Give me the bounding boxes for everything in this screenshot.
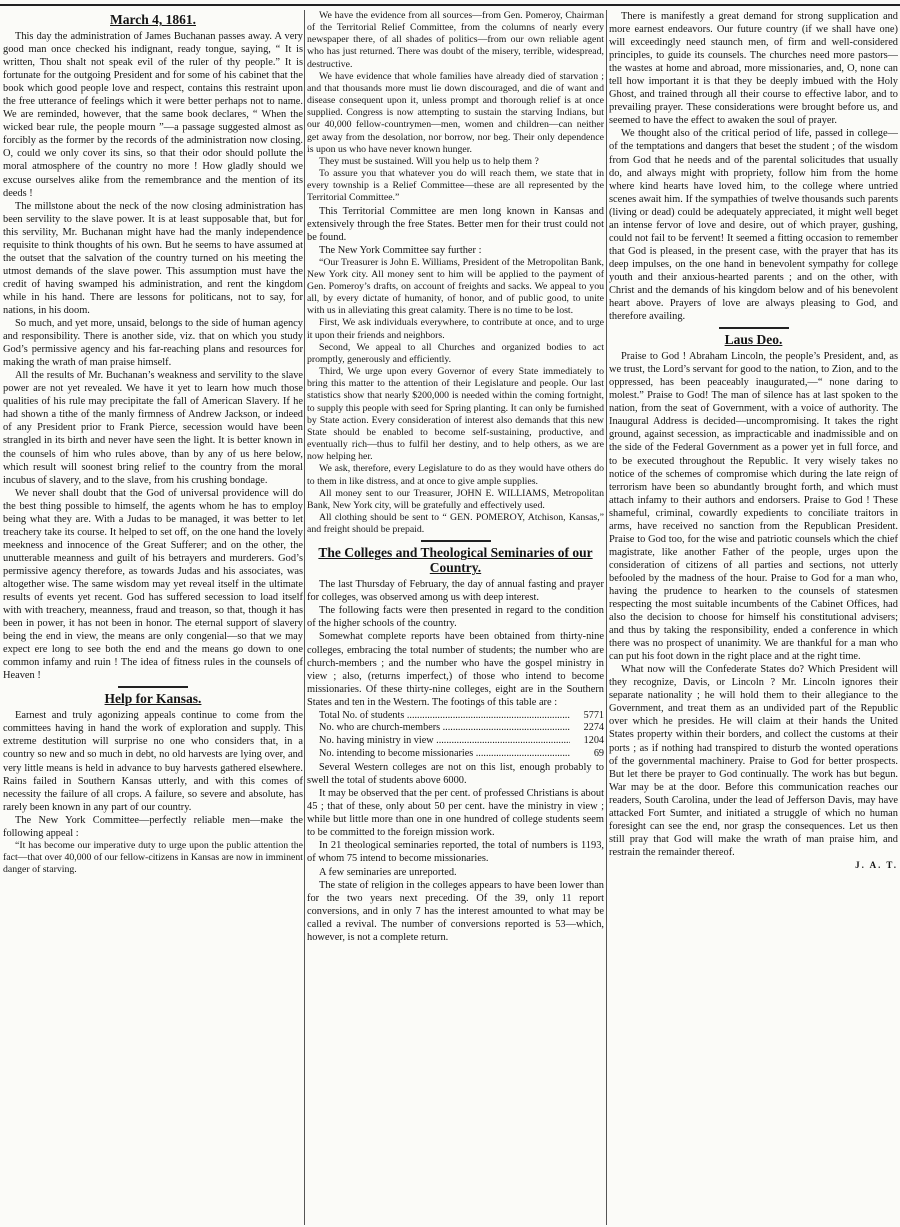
paragraph: Third, We urge upon every Governor of every State immediately to bring this matter to the attention of their Legislature and people. Our last statistics show that nearly $200,000 is needed within the coming fortnight, to supply this people with seed for Spring planting. It can only be furnished by State action. Every consideration of interest also demands that this new State should be enabled to become self-sustaining, productive, and eventually rich—thus to fulfil her destiny, and to help others, as we are now helping her.: [307, 366, 604, 463]
paragraph: We have the evidence from all sources—from Gen. Pomeroy, Chairman of the Territorial Relief Committee, from the columns of nearly every newspaper there, of all shades of politics—from our own reliable agent who has just returned. There was doubt of the misery, terrible, widespread, destructive.: [307, 10, 604, 70]
paragraph: So much, and yet more, unsaid, belongs to the side of human agency and responsibility. There is another side, viz. that on which you study God’s permissive agency and his far-reaching plans and resources for making the wrath of man praise himself.: [3, 318, 303, 369]
top-rule: [0, 4, 900, 6]
paragraph: Earnest and truly agonizing appeals continue to come from the committees having in hand the work of exploration and supply. This extreme destitution will surprise no one who considers that, in a country so new and so much in debt, no old harvests are lying over, and very little means is held in advance to buy harvests gathered elsewhere. Rains failed in Southern Kansas utterly, and with this comes of necessity the failure of all crops. A failure, so severe and absolute, has rarely been known in any part of our country.: [3, 710, 303, 813]
paragraph: Somewhat complete reports have been obtained from thirty-nine colleges, embracing the total number of students; the number who are church-members ; and the number who have the gospel ministry in view ; also, (returns imperfect,) of those who intend to become missionaries. Of these thirty-nine colleges, eight are in the Southern States and ten in the Western. The footings of this table are :: [307, 631, 604, 708]
column-divider: [606, 10, 607, 1225]
article-heading-colleges: The Colleges and Theological Seminaries of our Country.: [318, 545, 593, 576]
paragraph: All money sent to our Treasurer, JOHN E. WILLIAMS, Metropolitan Bank, New York city, will be gratefully and effectively used.: [307, 487, 604, 511]
paragraph: The state of religion in the colleges appears to have been lower than for the two years next preceding. Of the 39, only 11 report conversions, and in only 7 has the interest amounted to what may be called a revival. The number of conversions reported is 53—which, however, is not a complete return.: [307, 879, 604, 943]
table-value: 2274: [583, 722, 604, 734]
column-divider: [304, 10, 305, 1225]
paragraph: There is manifestly a great demand for strong supplication and more earnest endeavors. Our future country (if we shall have one) will exceedingly need staunch men, of firm and well-considered principles, to guide its counsels. The churches need more pastors—the wastes at home and abroad, more missionaries, and, O, none can tell how important it is that they be deeply imbued with the Holy Ghost, and trained through all their course to effective labor, and to prevailing prayer. These considerations were brought before us, and seemed to have the effect to awaken the soul of prayer.: [609, 11, 898, 127]
table-label: Total No. of students .....: [319, 710, 570, 723]
paragraph: All clothing should be sent to “ GEN. POMEROY, Atchison, Kansas,” and freight should be prepaid.: [307, 511, 604, 536]
paragraph: We thought also of the critical period of life, passed in college—of the temptations and dangers that beset the student ; of the wisdom from God that he needs and of the parental solicitudes that usually do, and always might with propriety, follow him from the home where kind hearts have loved him, to the college where untried scenes await him. If the sympathies of twelve thousands such parents (living or dead) could be adequately appreciated, it might well beget an intense fervor of love and desire, out of which prayer, gushing, could not fail to be fervent! It seemed a fitting occasion to remember that God is pleased, in the present case, with the prayer that has its deep impulses, on the one hand in benevolent sympathy for college youth and their anxious-hearted parents ; and on the other, with Christ and the demands of his kingdom below and of his benevolent heart above. Prayers of love are always pleasing to God, and therefore availing.: [609, 128, 898, 323]
author-signature: J. A. T.: [855, 859, 898, 870]
table-row: [319, 748, 604, 761]
article-heading-laus-deo: Laus Deo.: [724, 332, 783, 348]
table-label: No. having ministry in view .....: [319, 735, 570, 748]
paragraph: Praise to God ! Abraham Lincoln, the people’s President, and, as we trust, the Lord’s servant for good to the nation, to Zion, and to the oppressed, has been peaceably inaugurated,—“ none daring to molest.” Praise to God! The man of silence has at last spoken to the nation, from the seat of Government, with a voice of authority. The Inaugural Address is decided—uncompromising. It takes the right ground, against secession, as impracticable and inadmissible and on the side of the Federal Government as a power yet in full force, and to be executed throughout the Republic. It very wisely takes no notice of the schemes of compromise which during the late reign of terrorism have been so abundantly brought forth, and which must attach infamy to their authors and endorsers. Praise to God ! These shameful, criminal, cowardly expedients to conciliate traitors in arms, have received no sanction from the Republican President. Praise to God too, for the wise and patriotic counsels which the chief magistrate, like another Father of the people, urges upon the consideration of citizens of all parties and sections, not utterly befooled by the madness of the hour. Praise to God for a man who, having the prudence to hearken to the counsels of statesmen respecting the most suitable incumbents of the Cabinet Offices, had also the decision to choose for himself his constitutional advisers; and thus by taking the responsibility, ended a conference in which there was no prospect of unanimity. We are thankful for a man who can put his foot down in the right place and at the right time.: [609, 351, 898, 663]
column-1: [3, 10, 303, 1224]
paragraph: Second, We appeal to all Churches and organized bodies to act promptly, generously and efficiently.: [307, 341, 604, 365]
paragraph: This Territorial Committee are men long known in Kansas and extensively through the free States. Better men for their trust could not be found.: [307, 205, 604, 243]
paragraph: We never shall doubt that the God of universal providence will do the best thing possible to himself, the agents whom he has to employ being what they are. With a Judas to be managed, it was better to let treachery take its course. It helped to set off, on the one hand the lovely meekness and innocence of the Great Sufferer; and on the other, the unutterable meanness and guilt of his betrayers and murderers. God’s permissive agency therefore, as towards Judas and his associates, was altogether wise. The same wisdom may yet reveal itself in the ultimate results of events yet recent. God has suffered secession to load itself with with treachery, meanness, fraud and treason, so that, though it has been in power, it has not been in honor. The eternal support of slavery being the end in view, the means are only congenial—so that we may expect ere long to see both the end and the means go down to one common infamy and ruin ! The idea of fitness rules in the counsels of Heaven !: [3, 487, 303, 682]
table-value: 1204: [583, 734, 604, 746]
table-label: No. who are church-members .....: [319, 722, 570, 735]
table-label: No. intending to become missionaries .....: [319, 748, 570, 761]
article-heading-help-for-kansas: Help for Kansas.: [104, 691, 202, 707]
paragraph: The New York Committee—perfectly reliable men—make the following appeal :: [3, 814, 303, 839]
paragraph: We ask, therefore, every Legislature to do as they would have others do to them in like distress, and at once to give ample supplies.: [307, 463, 604, 487]
paragraph: “Our Treasurer is John E. Williams, President of the Metropolitan Bank, New York city. All money sent to him will be applied to the payment of Gen. Pomeroy’s drafts, on account of freights and sacks. We appeal to you all, by every dictate of humanity, of honor, and of public good, to unite with us in alleviating this great calamity. There is no time to be lost.: [307, 256, 604, 317]
paragraph: The New York Committee say further :: [319, 244, 482, 256]
paragraph: First, We ask individuals everywhere, to contribute at once, and to urge it upon their friends and neighbors.: [307, 317, 604, 341]
paragraph: Several Western colleges are not on this list, enough probably to swell the total of students above 6000.: [307, 762, 604, 787]
article-heading-march-4: March 4, 1861.: [110, 12, 196, 27]
paragraph: They must be sustained. Will you help us to help them ?: [319, 155, 539, 167]
paragraph: What now will the Confederate States do? Which President will they recognize, Davis, or Lincoln ? Mr. Lincoln ignores their separate nationality ; he will hold them to their allegiance to the Government, and treat them as an undivided part of the Republic over which he presides. He will claim at their hands the United States property within their borders, and collect the customs at their ports ; as if nothing had transpired to disturb the wonted operations of the governmental machinery. Praise to God for better prospects. But let there be prayer to God continually. The work has but begun. War may be at the door. Before this communication reaches our readers, South Carolina, under the lead of Jefferson Davis, may have attacked Fort Sumter, and initiated a struggle of which no human foresight can see the end, nor grasp the consequences. Let us then still pray that God will make the wrath of man praise him, and restrain the remainder thereof.: [609, 664, 898, 858]
table-value: 5771: [583, 709, 604, 721]
paragraph: The following facts were then presented in regard to the condition of the higher schools of the country.: [307, 605, 604, 630]
paragraph: We have evidence that whole families have already died of starvation ; and that thousands more must lie down discouraged, and die of want and disease consequent upon it, unless prompt and thorough relief is at once supplied. Congress is now attempting to sustain the starving Indians, but our 40,000 fellow-countrymen—men, women and children—can neither get away from the desolation, nor borrow, nor beg. Their only dependence is upon us who have never known hunger.: [307, 70, 604, 155]
column-2: [307, 10, 604, 1224]
college-statistics-table: [319, 710, 604, 760]
table-row: [319, 735, 604, 748]
paragraph: A few seminaries are unreported.: [319, 866, 457, 878]
column-3: [609, 10, 898, 1224]
table-value: 69: [593, 747, 604, 759]
table-row: [319, 710, 604, 723]
paragraph: The last Thursday of February, the day of annual fasting and prayer for colleges, was observed among us with deep interest.: [307, 579, 604, 604]
paragraph: This day the administration of James Buchanan passes away. A very good man once checked his indignant, ready tongue, saying, “ It is written, Thou shalt not speak evil of the ruler of thy people.” It is fortunate for the outgoing President and for some of his cabinet that the book which good people love and respect, contains this restraint upon the free utterance of feelings which it were better perhaps not to name. We are reminded, however, that the same book declares, “ When the wicked bear rule, the people mourn ”—a passage suggested almost as forcibly as the former by the records of the administration now closing. O, could we only cover its sins, so that their odor should pollute the moral atmosphere of the country no more ! How gladly should we excuse ourselves alike from the remembrance and the mention of its deeds !: [3, 31, 303, 199]
paragraph: In 21 theological seminaries reported, the total of numbers is 1193, of whom 75 intend to become missionaries.: [307, 840, 604, 865]
paragraph: “It has become our imperative duty to urge upon the public attention the fact—that over 40,000 of our fellow-citizens in Kansas are now in imminent danger of starving.: [3, 839, 303, 876]
table-row: [319, 722, 604, 735]
section-divider: [719, 327, 789, 329]
paragraph: The millstone about the neck of the now closing administration has been servility to the slave power. It is at least supposable that, but for this servility, Mr. Buchanan might have had the manly independence requisite to think thoughts of his own. But he seems to have assumed at the outset that the salvation of the country turned on his meeting the utmost demands of the slave power. This assumption must have the credit of having swamped his administration, and rent the kingdom while in his hand. There are lessons for politicans, not to say, for nations, in his doom.: [3, 200, 303, 316]
section-divider: [118, 686, 188, 688]
paragraph: It may be observed that the per cent. of professed Christians is about 45 ; that of these, only about 50 per cent. have the ministry in view ; while but little more than one in one hundred of college students seem to be committed to the foreign mission work.: [307, 788, 604, 839]
section-divider: [421, 540, 491, 542]
paragraph: All the results of Mr. Buchanan’s weakness and servility to the slave power are not yet revealed. We have it yet to learn how much those qualities of his rule may precipitate the fall of American Slavery. If he had shown a tithe of the manly firmness of Andrew Jackson, or indeed of any President prior to Frank Pierce, secession would have been strangled in its birth and never have seen the light. It is better known in the counsels of him who rules above, than by any of us here below, which result will soonest bring relief to the country from the moral incubus of slavery, and to the slave, from his crushing bondage.: [3, 370, 303, 486]
paragraph: To assure you that whatever you do will reach them, we state that in every township is a Relief Committee—these are all represented by the Territorial Committee.”: [307, 168, 604, 204]
